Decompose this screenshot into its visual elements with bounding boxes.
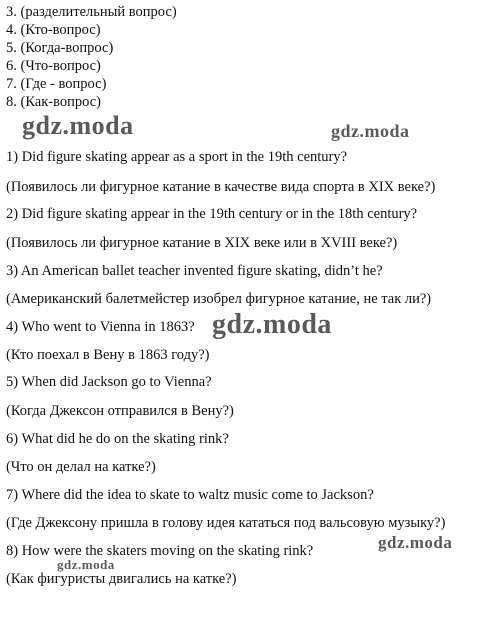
watermark-logo: gdz.moda (57, 557, 115, 572)
question-ru: (Американский балетмейстер изобрел фигурное катание, не так ли?) (6, 291, 432, 307)
question-ru: (Что он делал на катке?) (6, 459, 156, 475)
question-en: 3) An American ballet teacher invented figure skating, didn’t he? (6, 263, 383, 279)
question-ru: (Появилось ли фигурное катание в XIX веке или в XVIII веке?) (6, 235, 398, 251)
question-en: 8) How were the skaters moving on the skating rink? (6, 543, 314, 559)
question-ru: (Появилось ли фигурное катание в качестве вида спорта в XIX веке?) (6, 179, 436, 195)
question-ru: (Где Джексону пришла в голову идея кататься под вальсовую музыку?) (6, 515, 446, 531)
list-item: 7. (Где - вопрос) (6, 76, 107, 92)
list-item: 6. (Что-вопрос) (6, 58, 101, 74)
question-ru: (Кто поехал в Вену в 1863 году?) (6, 347, 210, 363)
list-item: 8. (Как-вопрос) (6, 94, 102, 110)
watermark-logo: gdz.moda (378, 533, 453, 552)
watermark-logo: gdz.moda (331, 121, 410, 141)
question-en: 2) Did figure skating appear in the 19th century or in the 18th century? (6, 206, 418, 222)
question-en: 5) When did Jackson go to Vienna? (6, 374, 212, 390)
watermark-logo: gdz.moda (22, 111, 134, 140)
list-item: 3. (разделительный вопрос) (6, 4, 177, 20)
question-ru: (Когда Джексон отправился в Вену?) (6, 403, 234, 419)
list-item: 4. (Кто-вопрос) (6, 22, 101, 38)
question-en: 6) What did he do on the skating rink? (6, 431, 229, 447)
question-en: 7) Where did the idea to skate to waltz music come to Jackson? (6, 487, 374, 503)
question-ru: (Как фигуристы двигались на катке?) (6, 571, 237, 587)
list-item: 5. (Когда-вопрос) (6, 40, 114, 56)
question-en: 4) Who went to Vienna in 1863? (6, 319, 195, 335)
watermark-logo: gdz.moda (212, 309, 332, 340)
question-en: 1) Did figure skating appear as a sport in the 19th century? (6, 149, 348, 165)
